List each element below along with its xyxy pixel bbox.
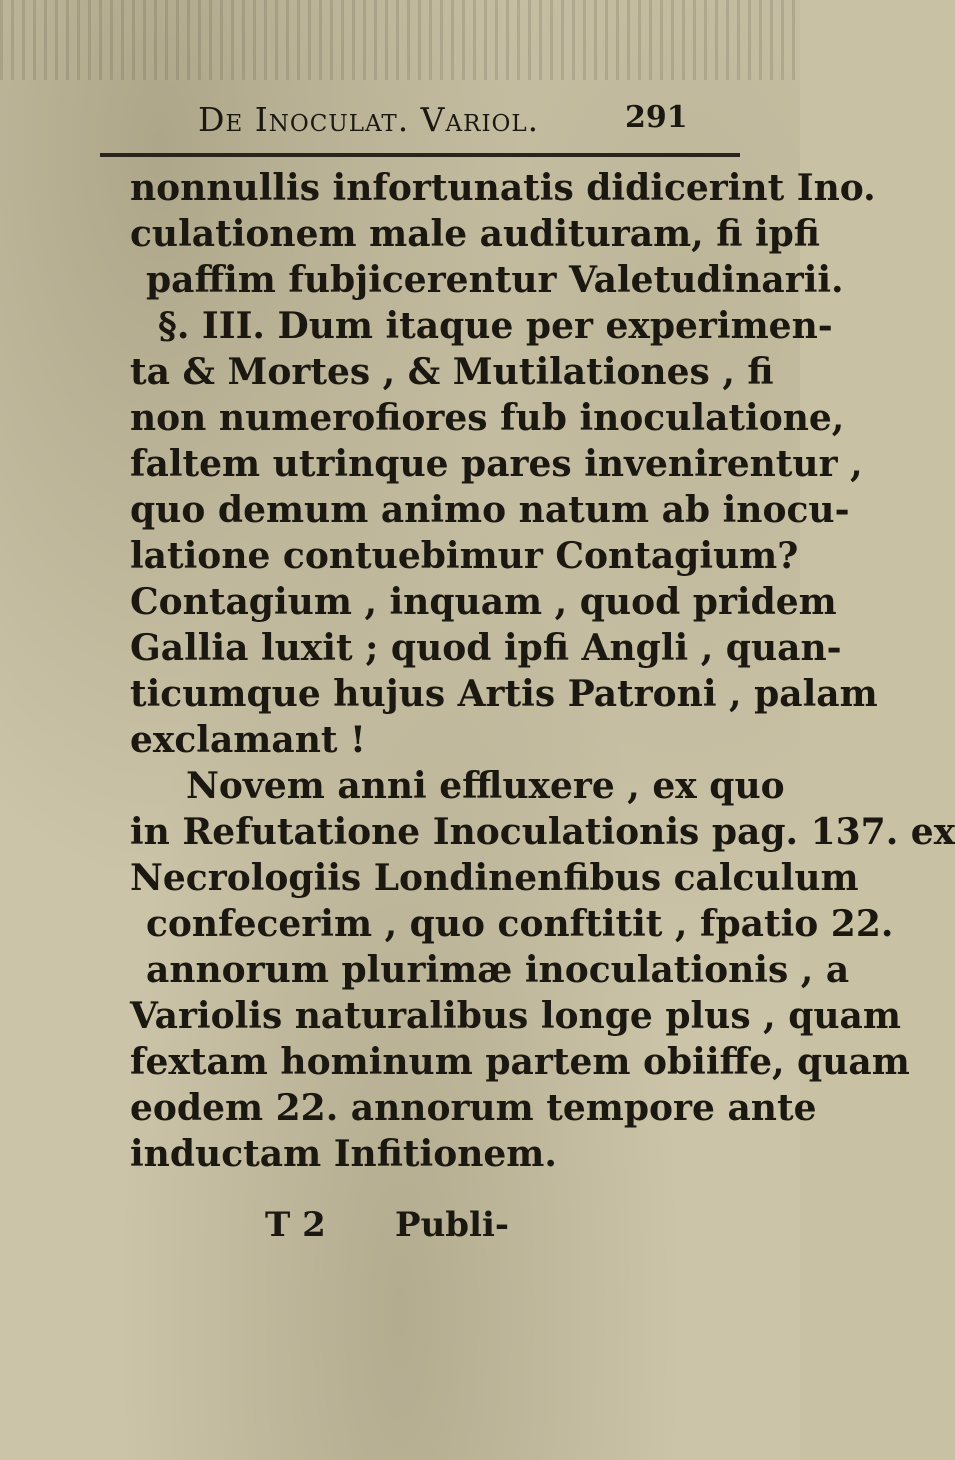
text-line: latione contuebimur Contagium? [130, 535, 799, 577]
text-line: paffim fubjicerentur Valetudinarii. [146, 259, 844, 301]
text-line: Novem anni effluxere , ex quo [186, 765, 785, 807]
text-line: Necrologiis Londinenfibus calculum [130, 857, 859, 899]
text-line: §. III. Dum itaque per experimen- [158, 305, 833, 347]
text-line: quo demum animo natum ab inocu- [130, 489, 850, 531]
text-line: ta & Mortes , & Mutilationes , fi [130, 351, 774, 393]
text-line: in Refutatione Inoculationis pag. 137. ex [130, 811, 955, 853]
text-line: inductam Infitionem. [130, 1133, 557, 1175]
page-top-stain [0, 0, 800, 80]
text-line: Gallia luxit ; quod ipfi Angli , quan- [130, 627, 842, 669]
text-line: ticumque hujus Artis Patroni , palam [130, 673, 878, 715]
text-line: culationem male audituram, fi ipfi [130, 213, 820, 255]
text-line: non numerofiores fub inoculatione, [130, 397, 845, 439]
text-line: Variolis naturalibus longe plus , quam [130, 995, 901, 1037]
text-line: nonnullis infortunatis didicerint Ino. [130, 167, 876, 209]
page-number: 291 [625, 100, 688, 135]
catchword: Publi- [395, 1205, 510, 1245]
text-line: confecerim , quo conftitit , fpatio 22. [146, 903, 894, 945]
page-footer [185, 1205, 605, 1251]
running-title: De Inoculat. Variol. [198, 100, 540, 139]
text-line: Contagium , inquam , quod pridem [130, 581, 837, 623]
text-line: annorum plurimæ inoculationis , a [146, 949, 850, 991]
signature-mark: T 2 [265, 1205, 326, 1245]
running-header [100, 100, 740, 148]
text-line: eodem 22. annorum tempore ante [130, 1087, 817, 1129]
text-line: exclamant ! [130, 719, 366, 761]
text-line: fextam hominum partem obiiffe, quam [130, 1041, 910, 1083]
header-rule [100, 153, 740, 157]
text-line: faltem utrinque pares invenirentur , [130, 443, 863, 485]
body-text [130, 165, 955, 1177]
